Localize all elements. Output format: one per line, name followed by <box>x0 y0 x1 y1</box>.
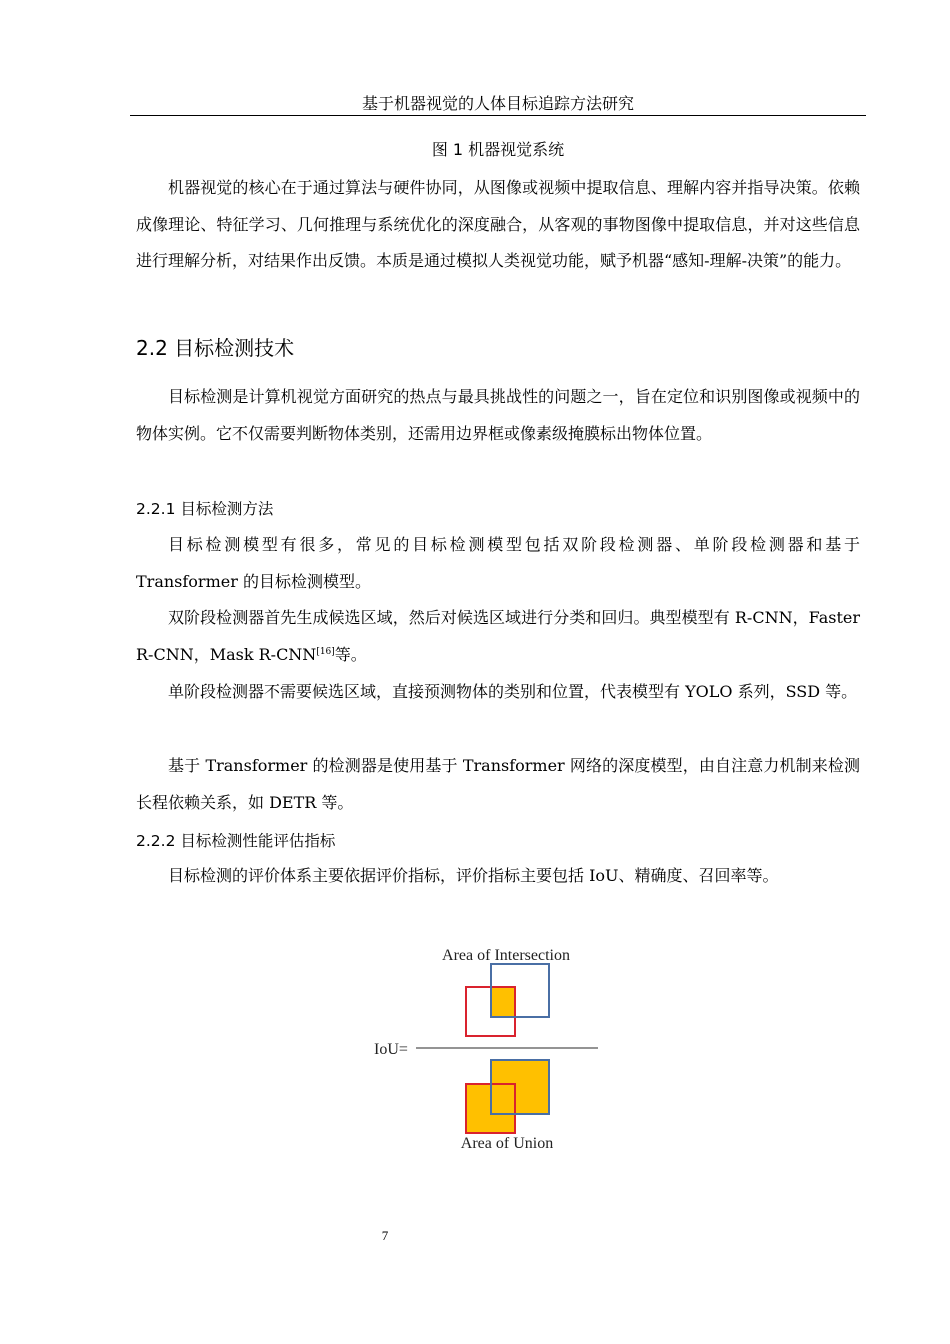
section-2-2-1-paragraph-4: 基于 Transformer 的检测器是使用基于 Transformer 网络的深度模型，由自注意力机制来检测长程依赖关系，如 DETR 等。 <box>136 756 860 812</box>
union-label: Area of Union <box>460 1135 554 1152</box>
section-2-2-1-paragraph-1: 目标检测模型有很多，常见的目标检测模型包括双阶段检测器、单阶段检测器和基于 Transformer 的目标检测模型。 <box>136 535 860 591</box>
paragraph-2-text: 双阶段检测器首先生成候选区域，然后对候选区域进行分类和回归。典型模型有 R-CNN，Faster R-CNN，Mask R-CNN <box>136 608 860 664</box>
section-2-2-1-paragraph-3: 单阶段检测器不需要候选区域，直接预测物体的类别和位置，代表模型有 YOLO 系列，SSD 等。 <box>168 682 858 701</box>
iou-diagram <box>360 940 620 1160</box>
figure-caption: 图 1 机器视觉系统 <box>431 140 565 159</box>
paragraph-2-tail: 等。 <box>334 644 367 664</box>
section-2-2-2-paragraph-1: 目标检测的评价体系主要依据评价指标，评价指标主要包括 IoU、精确度、召回率等。 <box>168 866 779 885</box>
intersection-label: Area of Intersection <box>442 947 570 964</box>
section-2-2-paragraph: 目标检测是计算机视觉方面研究的热点与最具挑战性的问题之一，旨在定位和识别图像或视频中的物体实例。它不仅需要判断物体类别，还需用边界框或像素级掩膜标出物体位置。 <box>136 387 860 443</box>
section-heading-2-2-2: 2.2.2 目标检测性能评估指标 <box>136 832 336 850</box>
citation-ref: [16] <box>316 646 335 657</box>
section-heading-2-2-1: 2.2.1 目标检测方法 <box>136 500 274 518</box>
page-number: 7 <box>381 1228 389 1243</box>
intersection-fill <box>491 987 515 1017</box>
intro-paragraph: 机器视觉的核心在于通过算法与硬件协同，从图像或视频中提取信息、理解内容并指导决策。依赖成像理论、特征学习、几何推理与系统优化的深度融合，从客观的事物图像中提取信息，并对这些信息进行理解分析，对结果作出反馈。本质是通过模拟人类视觉功能，赋予机器“感知-理解-决策”的能力。 <box>136 178 860 270</box>
section-2-2-1-paragraph-2 <box>136 600 860 673</box>
running-header: 基于机器视觉的人体目标追踪方法研究 <box>361 94 634 113</box>
iou-figure <box>360 940 620 1160</box>
union-fill-b <box>491 1060 549 1114</box>
section-heading-2-2: 2.2 目标检测技术 <box>136 336 295 360</box>
iou-lhs-label: IoU= <box>374 1041 408 1058</box>
header-rule <box>130 115 866 116</box>
